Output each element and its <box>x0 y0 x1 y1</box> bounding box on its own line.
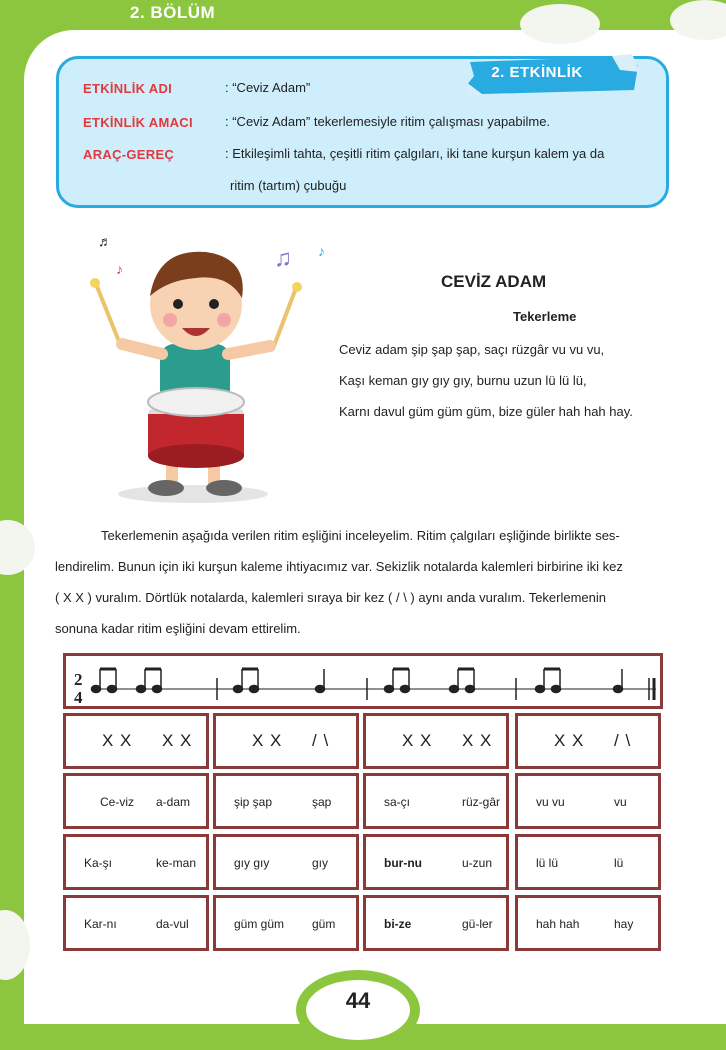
rhythm-cell <box>363 713 509 769</box>
syllable: da-vul <box>156 917 189 931</box>
page-number: 44 <box>345 988 371 1013</box>
instruction-paragraph <box>55 520 670 644</box>
chapter-title: 2. BÖLÜM <box>130 3 216 22</box>
activity-badge-label: 2. ETKİNLİK <box>491 64 583 81</box>
syllable: Ce-viz <box>100 795 135 809</box>
rhythm-symbol: X X <box>554 731 585 750</box>
syllable-cell <box>363 895 509 951</box>
rhythm-symbol: X X <box>102 731 133 750</box>
rhythm-symbol: X X <box>402 731 433 750</box>
syllable-cell <box>63 895 209 951</box>
syllable: ke-man <box>156 856 197 870</box>
syllable: Ka-şı <box>84 856 113 870</box>
rhythm-symbol: / \ <box>312 731 330 750</box>
syllable: gıy <box>312 856 329 870</box>
paragraph-line: Tekerlemenin aşağıda verilen ritim eşliğini inceleyelim. Ritim çalgıları eşliğinde birlikte ses- <box>101 528 620 543</box>
rhythm-symbol: / \ <box>614 731 632 750</box>
syllable-cell <box>515 773 661 829</box>
poem-subtitle: Tekerleme <box>513 309 577 324</box>
syllable-cell <box>63 773 209 829</box>
syllable: vu vu <box>536 795 565 809</box>
time-signature-top: 2 <box>74 670 83 689</box>
syllable: rüz-gâr <box>462 795 501 809</box>
syllable-cell <box>363 834 509 890</box>
rhythm-cell <box>63 713 209 769</box>
rhythm-symbol: X X <box>162 731 193 750</box>
syllable: bi-ze <box>384 917 412 931</box>
syllable: hay <box>614 917 634 931</box>
syllable: hah hah <box>536 917 580 931</box>
rhythm-cell <box>515 713 661 769</box>
note-icon: ♪ <box>318 243 325 259</box>
note-icon: ♪ <box>116 261 123 277</box>
poem-line: Ceviz adam şip şap şap, saçı rüzgâr vu vu vu, <box>339 342 605 357</box>
drummer-boy-illustration <box>78 232 328 507</box>
syllable: güm <box>312 917 336 931</box>
syllable: Kar-nı <box>84 917 117 931</box>
paragraph-line: lendirelim. Bunun için iki kurşun kaleme ihtiyacımız var. Sekizlik notalarda kalemleri birbirine iki kez <box>55 559 623 574</box>
info-value: : “Ceviz Adam” tekerlemesiyle ritim çalışması yapabilme. <box>225 114 551 129</box>
info-value: : “Ceviz Adam” <box>225 80 311 95</box>
syllable: gü-ler <box>462 917 493 931</box>
syllable: şip şap <box>234 795 273 809</box>
syllable: gıy gıy <box>234 856 270 870</box>
syllable: a-dam <box>156 795 191 809</box>
rhythm-staff <box>63 653 663 709</box>
poem-title: CEVİZ ADAM <box>441 272 547 291</box>
syllable-cell <box>213 895 359 951</box>
syllable: güm güm <box>234 917 285 931</box>
info-label: ARAÇ-GEREÇ <box>83 147 175 162</box>
syllable: vu <box>614 795 627 809</box>
note-icon: ♫ <box>274 245 292 272</box>
info-value-cont: ritim (tartım) çubuğu <box>230 178 347 193</box>
rhythm-symbol: X X <box>252 731 283 750</box>
syllable: sa-çı <box>384 795 411 809</box>
decor-blob <box>520 4 600 44</box>
activity-badge <box>462 52 642 98</box>
syllable: lü <box>614 856 624 870</box>
syllable-cell <box>213 773 359 829</box>
poem-line: Karnı davul güm güm güm, bize güler hah hah hay. <box>339 404 633 419</box>
info-label: ETKİNLİK AMACI <box>83 115 193 130</box>
shadow <box>118 485 268 503</box>
rhythm-cell <box>213 713 359 769</box>
note-icon: ♬ <box>98 233 112 249</box>
syllable-cell <box>363 773 509 829</box>
rhythm-notation <box>66 656 660 706</box>
syllable-cell <box>63 834 209 890</box>
syllable-cell <box>213 834 359 890</box>
rhythm-symbol: X X <box>462 731 493 750</box>
poem-line: Kaşı keman gıy gıy gıy, burnu uzun lü lü lü, <box>339 373 587 388</box>
syllable-cell <box>515 895 661 951</box>
paragraph-line: sonuna kadar ritim eşliğini devam ettirelim. <box>55 621 301 636</box>
syllable: lü lü <box>536 856 559 870</box>
syllable: bur-nu <box>384 856 422 870</box>
syllable: şap <box>312 795 332 809</box>
info-value: : Etkileşimli tahta, çeşitli ritim çalgıları, iki tane kurşun kalem ya da <box>225 146 605 161</box>
syllable: u-zun <box>462 856 493 870</box>
syllable-cell <box>515 834 661 890</box>
paragraph-line: ( X X ) vuralım. Dörtlük notalarda, kalemleri sıraya bir kez ( / \ ) aynı anda vuralım. Tekerlemenin <box>55 590 607 605</box>
info-label: ETKİNLİK ADI <box>83 81 173 96</box>
time-signature-bottom: 4 <box>74 688 83 706</box>
